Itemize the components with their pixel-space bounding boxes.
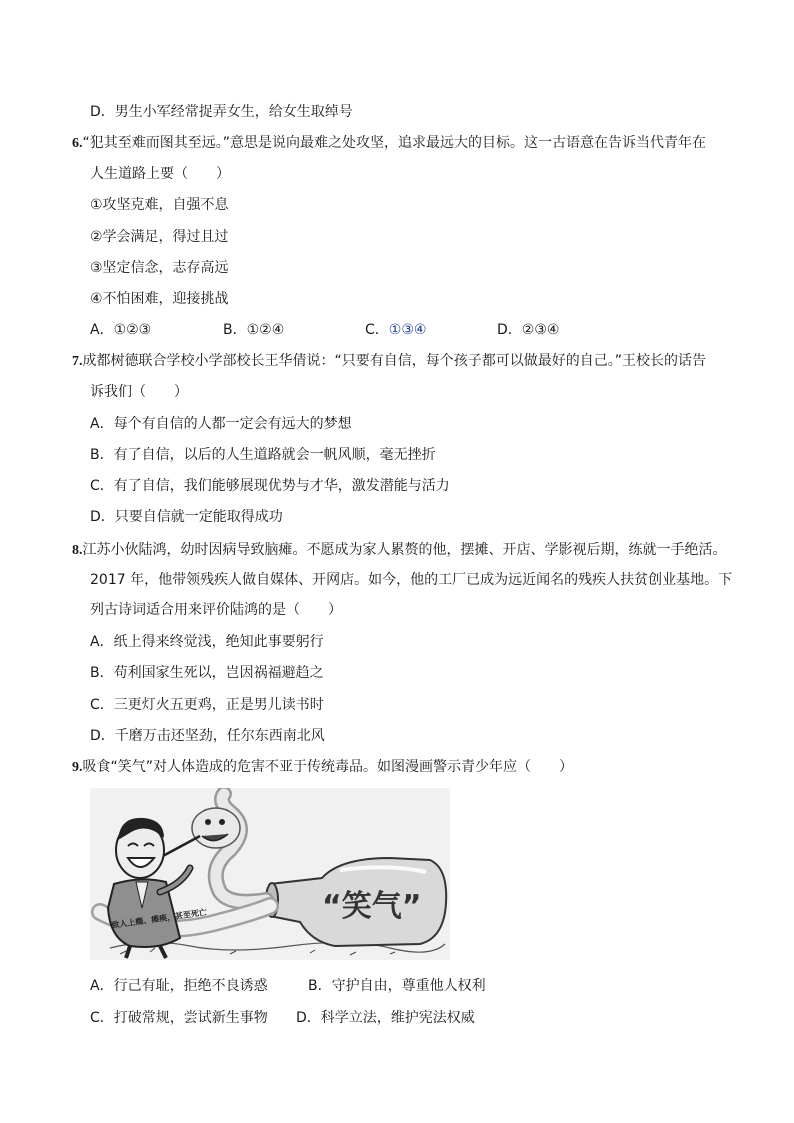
q9-stem — [72, 757, 573, 778]
q7-number: 7. — [72, 354, 83, 369]
q7-stem-line2: 诉我们（ ） — [90, 384, 188, 400]
q6-item-1: ①攻坚克难，自强不息 — [90, 197, 229, 213]
q6-option-c — [365, 320, 426, 340]
q8-option-c: C．三更灯火五更鸡，正是男儿读书时 — [90, 697, 324, 713]
q6-option-d-label: D． — [497, 322, 522, 338]
q6-option-d-text: ②③④ — [521, 322, 560, 338]
q8-stem-line1 — [72, 540, 727, 561]
q6-option-b-text: ①②④ — [246, 322, 285, 338]
q9-option-a: A．行己有耻，拒绝不良诱惑 — [90, 978, 268, 994]
q7-stem-line1 — [72, 351, 706, 372]
q9-option-b: B．守护自由，尊重他人权利 — [308, 978, 486, 994]
q6-option-b-label: B． — [223, 322, 247, 338]
q6-stem-text1: “犯其至难而图其至远。”意思是说向最难之处攻坚，追求最远大的目标。这一古语意在告诉当代青年在 — [82, 135, 707, 151]
q8-stem-line2: 2017 年，他带领残疾人做自媒体、开网店。如今，他的工厂已成为远近闻名的残疾人扶贫创业基地。下 — [90, 572, 733, 588]
q6-options — [90, 320, 690, 340]
q6-option-d — [497, 320, 559, 340]
bottle-label: “笑气” — [322, 889, 422, 924]
q8-option-a: A．纸上得来终觉浅，绝知此事要躬行 — [90, 634, 324, 650]
q6-stem-line1 — [72, 133, 706, 154]
q6-item-2: ②学会满足，得过且过 — [90, 229, 229, 245]
q5-option-d: D．男生小军经常捉弄女生，给女生取绰号 — [90, 104, 353, 120]
q7-option-d: D．只要自信就一定能取得成功 — [90, 509, 283, 525]
q6-item-3: ③坚定信念，志存高远 — [90, 260, 229, 276]
q7-stem-text1: 成都树德联合学校小学部校长王华倩说：“只要有自信，每个孩子都可以做最好的自己。”王校长的话告 — [82, 353, 707, 369]
q6-number: 6. — [72, 136, 83, 151]
q6-option-b — [223, 320, 284, 340]
q6-item-4: ④不怕困难，迎接挑战 — [90, 291, 229, 307]
q8-number: 8. — [72, 543, 83, 558]
q6-option-a-text: ①②③ — [113, 322, 152, 338]
q7-option-b: B．有了自信，以后的人生道路就会一帆风顺，毫无挫折 — [90, 447, 436, 463]
q9-option-d: D．科学立法，维护宪法权威 — [296, 1010, 475, 1026]
cartoon-drawing — [90, 788, 450, 960]
q6-option-c-label: C． — [365, 322, 389, 338]
q8-option-d: D．千磨万击还坚劲，任尔东西南北风 — [90, 728, 325, 744]
q6-option-c-text: ①③④ — [388, 322, 427, 338]
q9-stem-text: 吸食“笑气”对人体造成的危害不亚于传统毒品。如图漫画警示青少年应（ ） — [82, 759, 574, 775]
q6-option-a-label: A． — [90, 322, 114, 338]
q6-option-a — [90, 320, 151, 340]
q7-option-a: A．每个有自信的人都一定会有远大的梦想 — [90, 416, 352, 432]
q9-number: 9. — [72, 760, 83, 775]
q6-stem-line2: 人生道路上要（ ） — [90, 166, 230, 182]
q7-option-c: C．有了自信，我们能够展现优势与才华，激发潜能与活力 — [90, 478, 450, 494]
q9-option-c: C．打破常规，尝试新生事物 — [90, 1010, 268, 1026]
q8-stem-line3: 列古诗词适合用来评价陆鸿的是（ ） — [90, 602, 342, 618]
q8-option-b: B．苟利国家生死以，岂因祸福避趋之 — [90, 665, 324, 681]
laughing-gas-cartoon — [90, 788, 450, 960]
q8-stem-text1: 江苏小伙陆鸿，幼时因病导致脑瘫。不愿成为家人累赘的他，摆摊、开店、学影视后期，练就一手绝活。 — [82, 542, 727, 558]
smoke-text: 致人上瘾、瘫痪，甚至死亡 — [111, 907, 208, 930]
